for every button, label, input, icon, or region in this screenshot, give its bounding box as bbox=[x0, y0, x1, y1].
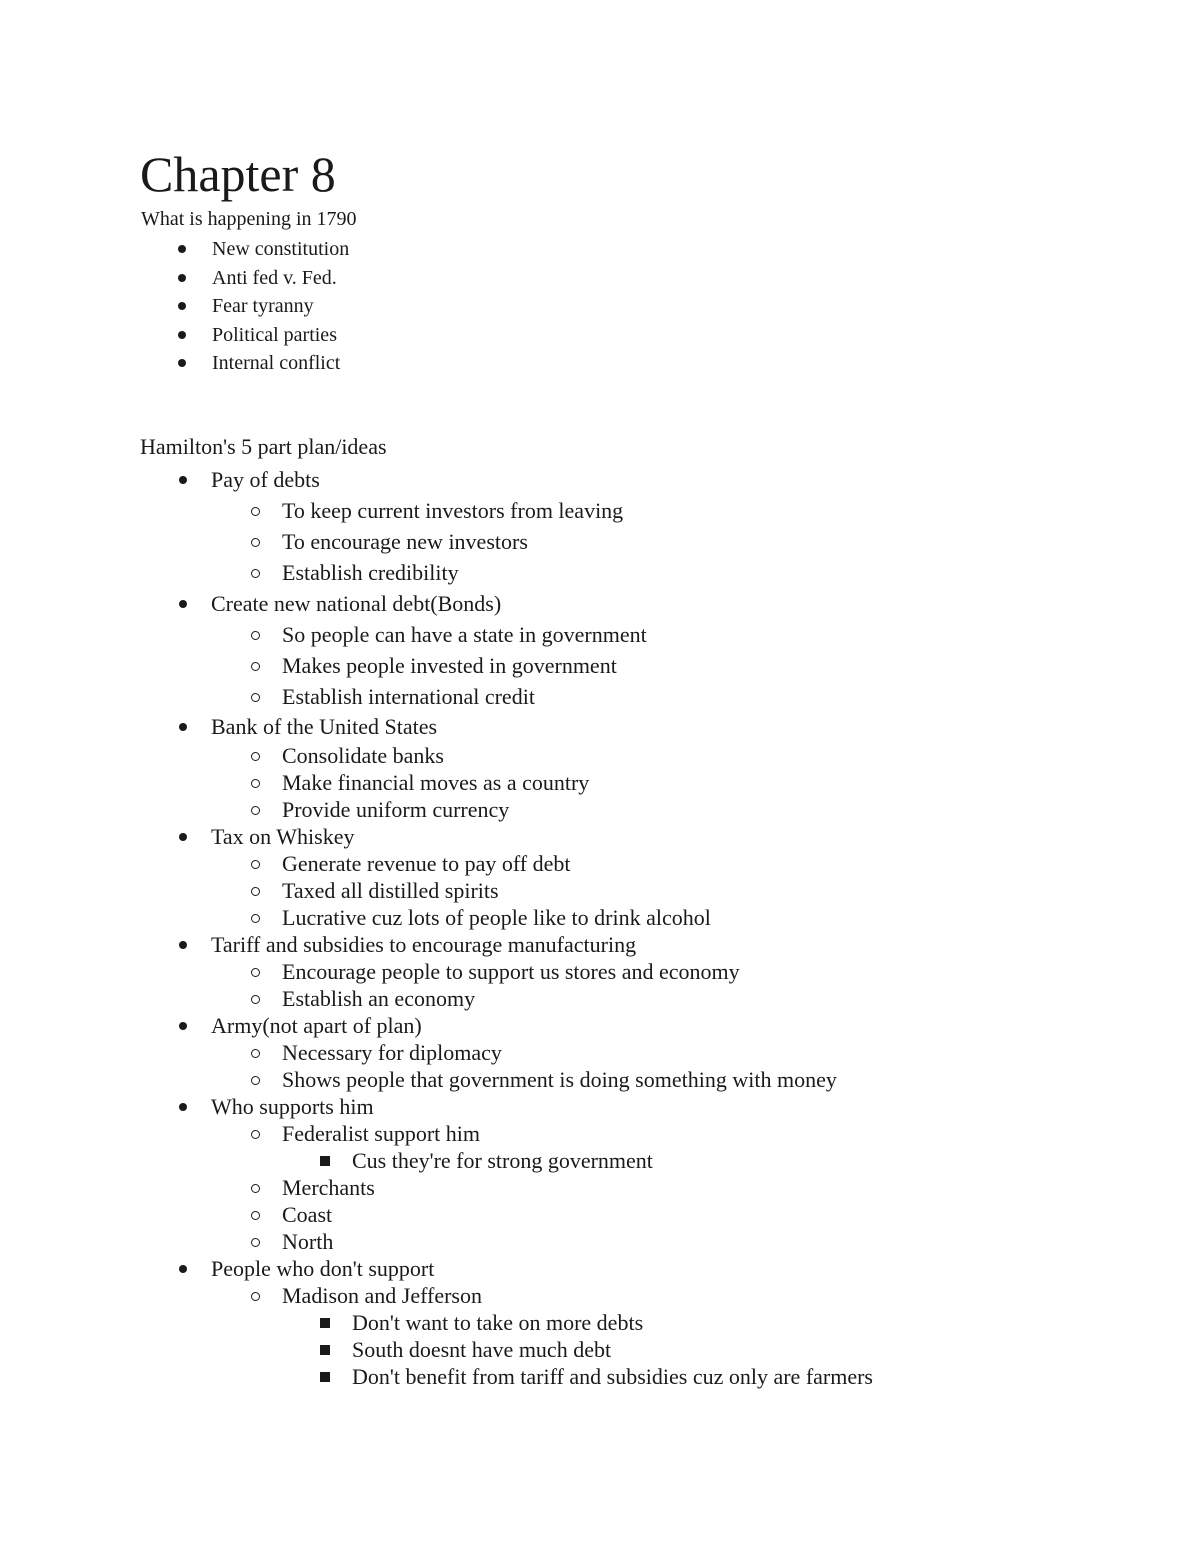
outline-item-level-2 bbox=[0, 1120, 1200, 1147]
bullet-disc-icon bbox=[179, 600, 187, 608]
hamilton-plan-outline bbox=[0, 464, 1200, 1390]
outline-item-text: Cus they're for strong government bbox=[352, 1148, 653, 1173]
bullet-disc-icon bbox=[179, 723, 187, 731]
outline-item-level-1 bbox=[0, 1255, 1200, 1282]
outline-item-text: Shows people that government is doing something with money bbox=[282, 1067, 837, 1092]
list-item-text: Political parties bbox=[212, 323, 337, 346]
outline-item-level-1 bbox=[0, 823, 1200, 850]
outline-item-level-2 bbox=[0, 769, 1200, 796]
outline-item-level-2 bbox=[0, 958, 1200, 985]
outline-item-text: So people can have a state in government bbox=[282, 622, 647, 647]
outline-item-text: Consolidate banks bbox=[282, 743, 444, 768]
outline-item-level-1 bbox=[0, 1012, 1200, 1039]
bullet-circle-icon bbox=[251, 887, 260, 896]
bullet-disc-icon bbox=[179, 833, 187, 841]
outline-item-level-2 bbox=[0, 742, 1200, 769]
outline-item-text: Tariff and subsidies to encourage manufacturing bbox=[211, 932, 637, 957]
bullet-disc-icon bbox=[179, 1265, 187, 1273]
outline-item-text: Makes people invested in government bbox=[282, 653, 617, 678]
outline-item-level-1 bbox=[0, 1093, 1200, 1120]
intro-list bbox=[0, 235, 1200, 378]
outline-item-text: Merchants bbox=[282, 1175, 375, 1200]
bullet-circle-icon bbox=[251, 1238, 260, 1247]
bullet-circle-icon bbox=[251, 1211, 260, 1220]
outline-item-text: Who supports him bbox=[211, 1094, 374, 1119]
outline-item-text: Encourage people to support us stores and economy bbox=[282, 959, 740, 984]
outline-item-text: Madison and Jefferson bbox=[282, 1283, 482, 1308]
outline-item-level-1 bbox=[0, 712, 1200, 742]
outline-item-text: Create new national debt(Bonds) bbox=[211, 591, 502, 616]
outline-item-text: North bbox=[282, 1229, 334, 1254]
outline-item-text: Establish international credit bbox=[282, 684, 535, 709]
outline-item-level-2 bbox=[0, 1039, 1200, 1066]
outline-item-level-3 bbox=[0, 1309, 1200, 1336]
bullet-circle-icon bbox=[251, 662, 260, 671]
outline-item-level-2 bbox=[0, 877, 1200, 904]
bullet-circle-icon bbox=[251, 914, 260, 923]
outline-item-level-2 bbox=[0, 850, 1200, 877]
outline-item-text: Establish credibility bbox=[282, 560, 459, 585]
list-item-text: Anti fed v. Fed. bbox=[212, 266, 337, 289]
bullet-circle-icon bbox=[251, 507, 260, 516]
outline-item-text: Necessary for diplomacy bbox=[282, 1040, 502, 1065]
bullet-circle-icon bbox=[251, 693, 260, 702]
bullet-circle-icon bbox=[251, 631, 260, 640]
list-item-text: Internal conflict bbox=[212, 352, 341, 375]
outline-item-level-2 bbox=[0, 985, 1200, 1012]
list-item bbox=[0, 292, 1200, 321]
bullet-disc-icon bbox=[179, 941, 187, 949]
outline-item-text: Lucrative cuz lots of people like to drink alcohol bbox=[282, 905, 711, 930]
outline-item-level-1 bbox=[0, 588, 1200, 619]
outline-item-text: To encourage new investors bbox=[282, 529, 528, 554]
bullet-circle-icon bbox=[251, 1292, 260, 1301]
outline-item-level-2 bbox=[0, 904, 1200, 931]
bullet-circle-icon bbox=[251, 995, 260, 1004]
bullet-disc-icon bbox=[179, 1022, 187, 1030]
bullet-square-icon bbox=[320, 1156, 330, 1166]
list-item bbox=[0, 321, 1200, 350]
outline-item-text: People who don't support bbox=[211, 1256, 435, 1281]
outline-item-level-2 bbox=[0, 557, 1200, 588]
bullet-circle-icon bbox=[251, 1049, 260, 1058]
outline-item-level-3 bbox=[0, 1336, 1200, 1363]
outline-item-text: South doesnt have much debt bbox=[352, 1337, 612, 1362]
outline-item-text: Generate revenue to pay off debt bbox=[282, 851, 571, 876]
section-heading: Hamilton's 5 part plan/ideas bbox=[140, 434, 387, 459]
outline-item-text: Make financial moves as a country bbox=[282, 770, 590, 795]
outline-item-text: To keep current investors from leaving bbox=[282, 498, 624, 523]
outline-item-level-2 bbox=[0, 1282, 1200, 1309]
intro-question: What is happening in 1790 bbox=[141, 208, 357, 230]
outline-item-text: Don't want to take on more debts bbox=[352, 1310, 644, 1335]
bullet-circle-icon bbox=[251, 1076, 260, 1085]
bullet-circle-icon bbox=[251, 569, 260, 578]
bullet-square-icon bbox=[320, 1372, 330, 1382]
outline-item-text: Provide uniform currency bbox=[282, 797, 510, 822]
outline-item-level-2 bbox=[0, 796, 1200, 823]
outline-item-level-2 bbox=[0, 681, 1200, 712]
bullet-disc-icon bbox=[178, 245, 186, 253]
bullet-square-icon bbox=[320, 1345, 330, 1355]
outline-item-level-2 bbox=[0, 495, 1200, 526]
bullet-circle-icon bbox=[251, 968, 260, 977]
bullet-circle-icon bbox=[251, 1130, 260, 1139]
bullet-circle-icon bbox=[251, 1184, 260, 1193]
list-item bbox=[0, 349, 1200, 378]
outline-item-text: Coast bbox=[282, 1202, 333, 1227]
outline-item-text: Federalist support him bbox=[282, 1121, 480, 1146]
bullet-disc-icon bbox=[179, 476, 187, 484]
outline-item-text: Don't benefit from tariff and subsidies cuz only are farmers bbox=[352, 1364, 873, 1389]
list-item-text: Fear tyranny bbox=[212, 295, 314, 318]
outline-item-level-2 bbox=[0, 1228, 1200, 1255]
page-title: Chapter 8 bbox=[140, 146, 336, 202]
outline-item-text: Pay of debts bbox=[211, 467, 320, 492]
bullet-circle-icon bbox=[251, 806, 260, 815]
outline-item-level-2 bbox=[0, 526, 1200, 557]
outline-item-text: Army(not apart of plan) bbox=[211, 1013, 422, 1038]
outline-item-level-2 bbox=[0, 1066, 1200, 1093]
bullet-disc-icon bbox=[178, 331, 186, 339]
outline-item-level-1 bbox=[0, 931, 1200, 958]
bullet-circle-icon bbox=[251, 752, 260, 761]
outline-item-level-2 bbox=[0, 1201, 1200, 1228]
bullet-disc-icon bbox=[178, 359, 186, 367]
outline-item-text: Taxed all distilled spirits bbox=[282, 878, 499, 903]
outline-item-level-2 bbox=[0, 650, 1200, 681]
list-item-text: New constitution bbox=[212, 238, 350, 260]
outline-item-text: Establish an economy bbox=[282, 986, 476, 1011]
bullet-disc-icon bbox=[178, 274, 186, 282]
outline-item-text: Bank of the United States bbox=[211, 714, 438, 739]
outline-item-text: Tax on Whiskey bbox=[211, 824, 355, 849]
bullet-circle-icon bbox=[251, 538, 260, 547]
outline-item-level-3 bbox=[0, 1363, 1200, 1390]
outline-item-level-2 bbox=[0, 1174, 1200, 1201]
bullet-square-icon bbox=[320, 1318, 330, 1328]
bullet-circle-icon bbox=[251, 779, 260, 788]
outline-item-level-3 bbox=[0, 1147, 1200, 1174]
list-item bbox=[0, 235, 1200, 264]
bullet-disc-icon bbox=[178, 302, 186, 310]
bullet-circle-icon bbox=[251, 860, 260, 869]
bullet-disc-icon bbox=[179, 1103, 187, 1111]
outline-item-level-1 bbox=[0, 464, 1200, 495]
outline-item-level-2 bbox=[0, 619, 1200, 650]
list-item bbox=[0, 264, 1200, 293]
